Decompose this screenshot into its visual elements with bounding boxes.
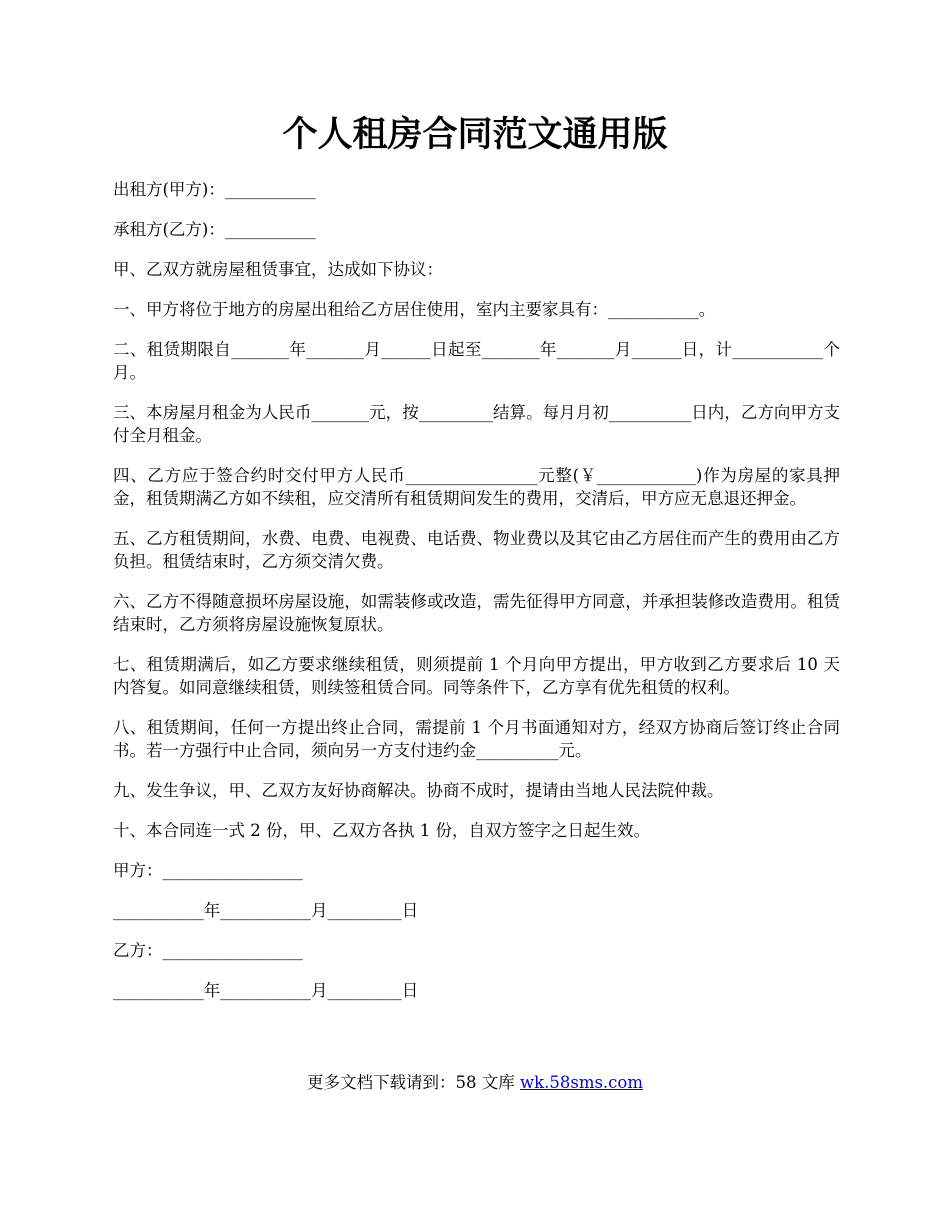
clause-2: 二、租赁期限自_______年_______月______日起至_______年_______月______日，计___________个月。 <box>113 340 840 382</box>
party-a-date: ___________年___________月_________日 <box>113 901 419 920</box>
clause-7: 七、租赁期满后，如乙方要求继续租赁，则须提前 1 个月向甲方提出，甲方收到乙方要求后 10 天内答复。如同意继续租赁，则续签租赁合同。同等条件下，乙方享有优先租赁的权利。 <box>113 655 840 697</box>
document-body <box>113 178 840 1019</box>
clause-8: 八、租赁期间，任何一方提出终止合同，需提前 1 个月书面通知对方，经双方协商后签订终止合同书。若一方强行中止合同，须向另一方支付违约金__________元。 <box>113 718 840 760</box>
clause-9: 九、发生争议，甲、乙双方友好协商解决。协商不成时，提请由当地人民法院仲裁。 <box>113 781 724 800</box>
lessor-line: 出租方(甲方)：___________ <box>113 180 316 199</box>
clause-4: 四、乙方应于签合约时交付甲方人民币________________元整(￥____________)作为房屋的家具押金，租赁期满乙方如不续租，应交清所有租赁期间发生的费用，交清后，甲方应无息退还押金。 <box>113 466 840 508</box>
agreement-intro: 甲、乙双方就房屋租赁事宜，达成如下协议： <box>113 260 443 279</box>
footer-text: 更多文档下载请到：58 文库 <box>306 1073 520 1092</box>
clause-10: 十、本合同连一式 2 份，甲、乙双方各执 1 份，自双方签字之日起生效。 <box>113 821 650 840</box>
download-footer <box>0 1070 950 1096</box>
party-b-date: ___________年___________月_________日 <box>113 981 419 1000</box>
footer-link[interactable]: wk.58sms.com <box>519 1073 643 1092</box>
clause-6: 六、乙方不得随意损坏房屋设施，如需装修或改造，需先征得甲方同意，并承担装修改造费用。租赁结束时，乙方须将房屋设施恢复原状。 <box>113 592 840 634</box>
lessee-line: 承租方(乙方)：___________ <box>113 220 316 239</box>
party-b-signature: 乙方：_________________ <box>113 941 303 960</box>
party-a-signature: 甲方：_________________ <box>113 861 303 880</box>
clause-5: 五、乙方租赁期间，水费、电费、电视费、电话费、物业费以及其它由乙方居住而产生的费用由乙方负担。租赁结束时，乙方须交清欠费。 <box>113 529 840 571</box>
document-title: 个人租房合同范文通用版 <box>282 114 668 155</box>
clause-3: 三、本房屋月租金为人民币_______元，按_________结算。每月月初__________日内，乙方向甲方支付全月租金。 <box>113 403 840 445</box>
clause-1: 一、甲方将位于地方的房屋出租给乙方居住使用，室内主要家具有：___________。 <box>113 300 716 319</box>
